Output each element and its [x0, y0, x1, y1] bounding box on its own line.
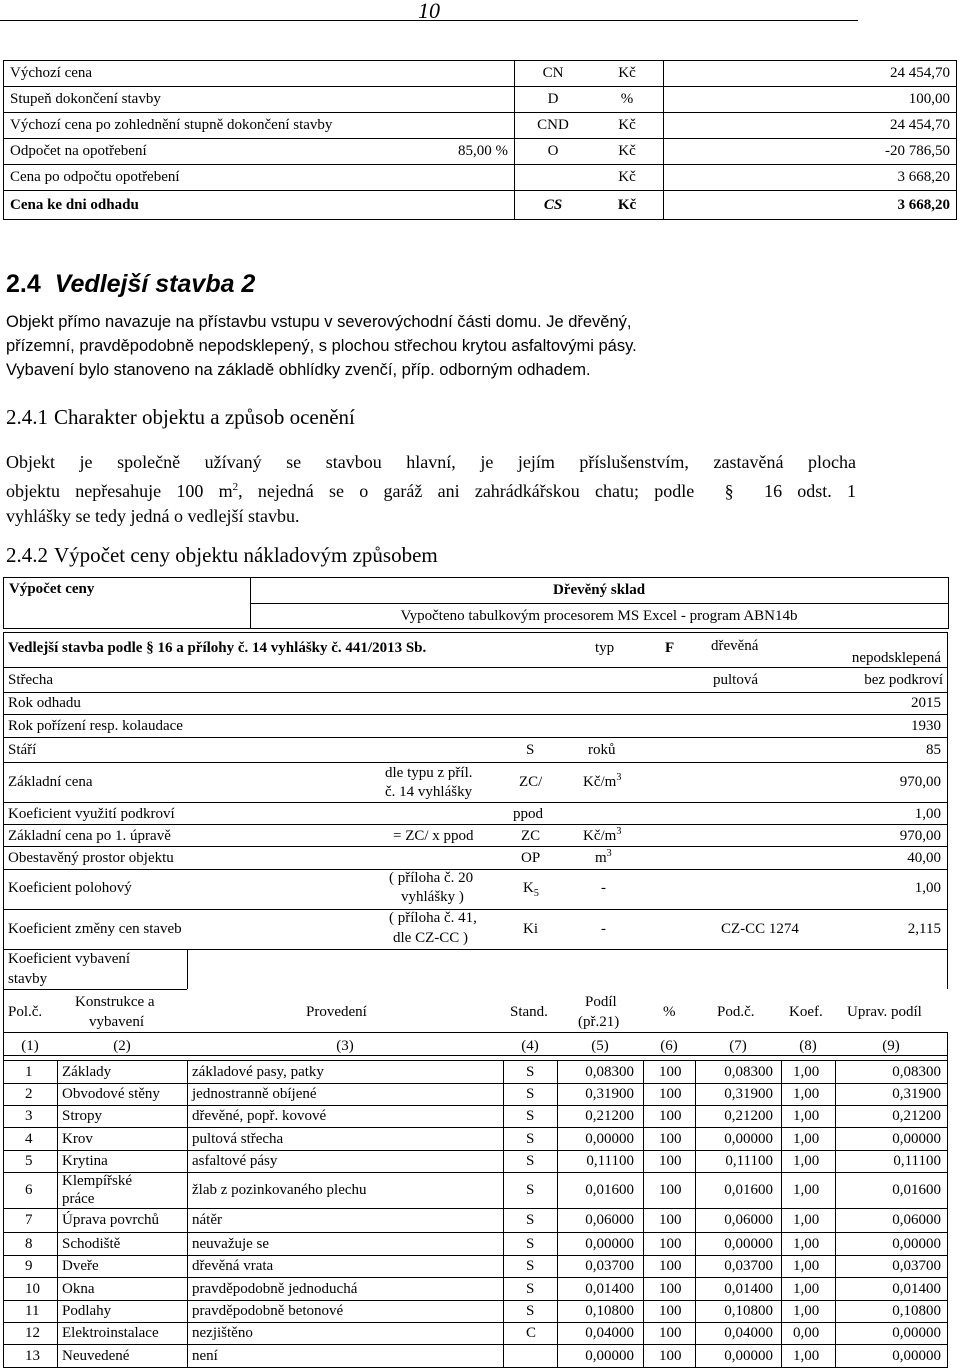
summary-code	[515, 165, 592, 191]
col-header-construction: Konstrukce a	[75, 994, 155, 1010]
equipment-coef-label: Koeficient vybavení	[8, 951, 131, 967]
paragraph-line: vyhlášky se tedy jedná o vedlejší stavbu.	[6, 506, 300, 526]
subsection-heading-calculation: 2.4.2 Výpočet ceny objektu nákladovým způsobem	[6, 543, 438, 567]
summary-label: Stupeň dokončení stavby	[4, 87, 363, 113]
summary-value: -20 786,50	[664, 139, 957, 165]
equipment-row-koef: 1,00	[793, 1303, 820, 1319]
column-number: (1)	[21, 1038, 39, 1054]
summary-unit: Kč	[591, 113, 664, 139]
equipment-row-s: S	[526, 1303, 535, 1319]
equipment-row-podil: 0,01400	[585, 1280, 634, 1297]
typ-code: F	[665, 640, 675, 656]
index-coef-label: Koeficient změny cen staveb	[8, 921, 182, 937]
equipment-row-podil: 0,10800	[585, 1303, 634, 1319]
base-price-value: 970,00	[899, 774, 941, 790]
equipment-row-n: 1	[25, 1063, 33, 1080]
position-coef-note: vyhlášky )	[401, 889, 464, 905]
equipment-row-podil: 0,08300	[585, 1063, 634, 1080]
column-number: (2)	[113, 1038, 131, 1054]
section-paragraph	[6, 310, 856, 382]
equipment-row-n: 7	[25, 1212, 33, 1228]
paragraph-line: Vybavení bylo stanoveno na základě obhlídky zvenčí, příp. odborným odhadem.	[6, 361, 591, 379]
equipment-row-pct: 100	[659, 1130, 682, 1147]
equipment-row-p: žlab z pozinkovaného plechu	[192, 1182, 367, 1198]
summary-row	[4, 113, 957, 139]
paragraph-line: Objekt přímo navazuje na přístavbu vstupu v severovýchodní části domu. Je dřevěný,	[6, 313, 632, 331]
equipment-row-podc: 0,10800	[724, 1303, 773, 1319]
summary-value: 3 668,20	[664, 191, 957, 220]
summary-row	[4, 165, 957, 191]
summary-row	[4, 87, 957, 113]
summary-unit: Kč	[591, 139, 664, 165]
equipment-row-podc: 0,03700	[724, 1258, 773, 1274]
header-rule	[0, 20, 858, 21]
equipment-row-n: 11	[25, 1303, 40, 1319]
attic-coef-label: Koeficient využití podkroví	[8, 806, 175, 822]
equipment-row-podil: 0,01600	[585, 1182, 634, 1198]
equipment-row-k: Úprava povrchů	[62, 1212, 160, 1228]
equipment-row-p: jednostranně obíjené	[192, 1086, 317, 1102]
equipment-row-pct: 100	[659, 1182, 682, 1198]
equipment-row-uprav: 0,00000	[892, 1347, 941, 1364]
equipment-row-podil: 0,11100	[586, 1153, 634, 1169]
equipment-row-uprav: 0,00000	[892, 1235, 941, 1252]
equipment-row-uprav: 0,00000	[892, 1325, 941, 1341]
adjusted-price-formula: = ZC/ x ppod	[393, 828, 474, 844]
equipment-row-podil: 0,00000	[585, 1130, 634, 1147]
equipment-row-k: Krov	[62, 1130, 93, 1147]
equipment-row-podil: 0,00000	[585, 1347, 634, 1364]
col-header-standard: Stand.	[510, 1004, 548, 1020]
equipment-row-k: Okna	[62, 1280, 95, 1297]
equipment-row-koef: 1,00	[793, 1212, 820, 1228]
roof-label: Střecha	[8, 672, 53, 688]
equipment-row-k2: práce	[62, 1191, 95, 1207]
col-header-execution: Provedení	[306, 1004, 367, 1020]
position-coef-label: Koeficient polohový	[8, 880, 132, 896]
roof-shape: pultová	[713, 672, 758, 688]
equipment-row-pct: 100	[659, 1086, 682, 1102]
equipment-row-koef: 0,00	[793, 1325, 820, 1341]
equipment-row-k: Základy	[62, 1063, 112, 1080]
equipment-row-koef: 1,00	[793, 1063, 820, 1080]
equipment-row-n: 5	[25, 1153, 33, 1169]
index-coef-cc: CZ-CC 1274	[721, 921, 799, 937]
equipment-row-k: Schodiště	[62, 1235, 121, 1252]
equipment-row-p: neuvažuje se	[192, 1235, 270, 1252]
equipment-row-s: S	[526, 1130, 535, 1147]
equipment-row-podc: 0,31900	[724, 1086, 773, 1102]
base-price-note: dle typu z příl.	[385, 765, 473, 781]
column-number: (8)	[799, 1038, 817, 1054]
equipment-row-n: 10	[25, 1280, 40, 1297]
summary-value: 24 454,70	[664, 113, 957, 139]
summary-code: CND	[515, 113, 592, 139]
equipment-row-k: Stropy	[62, 1108, 103, 1124]
summary-unit: Kč	[591, 165, 664, 191]
index-coef-unit: -	[601, 921, 606, 937]
summary-label: Výchozí cena	[4, 61, 363, 87]
section-heading: 2.4 Vedlejší stavba 2	[6, 270, 256, 298]
summary-unit: %	[591, 87, 664, 113]
column-number: (9)	[882, 1038, 900, 1054]
equipment-row-p: pravděpodobně jednoduchá	[192, 1280, 358, 1297]
col-header-coef: Koef.	[789, 1004, 823, 1020]
summary-code: O	[515, 139, 592, 165]
equipment-coef-label: stavby	[8, 971, 48, 987]
summary-pct	[362, 61, 515, 87]
paragraph-line: Objekt je společně užívaný se stavbou hlavní, je jejím příslušenstvím, zastavěná plocha	[6, 452, 856, 472]
summary-pct	[362, 87, 515, 113]
column-number: (3)	[336, 1038, 354, 1054]
equipment-row-n: 3	[25, 1108, 33, 1124]
equipment-row-koef: 1,00	[793, 1153, 820, 1169]
equipment-row-podil: 0,31900	[585, 1086, 634, 1102]
col-header-construction: vybavení	[89, 1014, 144, 1030]
equipment-row-k: Dveře	[62, 1258, 99, 1274]
equipment-row-uprav: 0,31900	[892, 1086, 941, 1102]
basement: nepodsklepená	[851, 650, 941, 666]
equipment-row-podc: 0,04000	[724, 1325, 773, 1341]
equipment-row-podil: 0,06000	[585, 1212, 634, 1228]
equipment-row-podil: 0,00000	[585, 1235, 634, 1252]
equipment-row-pct: 100	[659, 1235, 682, 1252]
equipment-row-koef: 1,00	[793, 1108, 820, 1124]
base-price-code: ZC/	[519, 774, 543, 790]
summary-value: 3 668,20	[664, 165, 957, 191]
age-unit: roků	[588, 742, 616, 758]
equipment-row-uprav: 0,01600	[892, 1182, 941, 1198]
equipment-row-uprav: 0,10800	[892, 1303, 941, 1319]
equipment-row-s: S	[526, 1153, 535, 1169]
year-value: 2015	[911, 695, 941, 711]
adjusted-price-code: ZC	[521, 828, 541, 844]
calculation-grid	[3, 632, 947, 1367]
equipment-row-uprav: 0,11100	[893, 1153, 941, 1169]
equipment-row-uprav: 0,06000	[892, 1212, 941, 1228]
equipment-row-pct: 100	[659, 1108, 682, 1124]
equipment-row-uprav: 0,00000	[892, 1130, 941, 1147]
equipment-row-pct: 100	[659, 1063, 682, 1080]
summary-row	[4, 191, 957, 220]
summary-unit: Kč	[591, 61, 664, 87]
base-price-label: Základní cena	[8, 774, 93, 790]
equipment-row-k: Podlahy	[62, 1303, 112, 1319]
calculation-header	[3, 577, 949, 629]
attic-coef-code: ppod	[513, 806, 543, 822]
summary-row	[4, 61, 957, 87]
volume-unit: $m^3$	[595, 848, 612, 866]
equipment-row-k: Neuvedené	[62, 1347, 130, 1364]
summary-code: CS	[515, 191, 592, 220]
equipment-row-p: základové pasy, patky	[192, 1063, 324, 1080]
equipment-row-s: S	[526, 1182, 535, 1198]
equipment-row-koef: 1,00	[793, 1086, 820, 1102]
col-header-pol: Pol.č.	[8, 1004, 43, 1020]
equipment-row-n: 12	[25, 1325, 40, 1341]
equipment-row-koef: 1,00	[793, 1258, 820, 1274]
price-summary-table	[3, 60, 957, 220]
col-header-percent: %	[663, 1004, 676, 1020]
material: dřevěná	[711, 638, 759, 654]
paragraph-sign: §	[724, 481, 734, 501]
equipment-row-n: 6	[25, 1182, 33, 1198]
equipment-row-s: S	[526, 1108, 535, 1124]
age-code: S	[526, 742, 535, 758]
equipment-row-n: 9	[25, 1258, 33, 1274]
equipment-row-podc: 0,06000	[724, 1212, 773, 1228]
summary-label: Cena po odpočtu opotřebení	[4, 165, 363, 191]
building-type-line: Vedlejší stavba podle § 16 a přílohy č. 14 vyhlášky č. 441/2013 Sb.	[8, 640, 427, 656]
summary-unit: Kč	[591, 191, 664, 220]
equipment-row-s: S	[526, 1086, 535, 1102]
equipment-row-koef: 1,00	[793, 1130, 820, 1147]
year-label: Rok odhadu	[8, 695, 81, 711]
summary-code: CN	[515, 61, 592, 87]
equipment-row-podc: 0,11100	[725, 1153, 773, 1169]
position-coef-unit: -	[601, 880, 606, 896]
equipment-row-pct: 100	[659, 1258, 682, 1274]
equipment-row-podc: 0,00000	[724, 1347, 773, 1364]
equipment-row-pct: 100	[659, 1212, 682, 1228]
equipment-row-s: S	[526, 1235, 535, 1252]
index-coef-note: ( příloha č. 41,	[389, 910, 477, 926]
equipment-row-s: S	[526, 1258, 535, 1274]
equipment-row-podc: 0,21200	[724, 1108, 773, 1124]
col-header-adjusted: Uprav. podíl	[847, 1004, 922, 1020]
position-coef-note: ( příloha č. 20	[389, 870, 474, 886]
position-coef-value: 1,00	[914, 880, 941, 896]
equipment-row-pct: 100	[659, 1303, 682, 1319]
equipment-row-p: nátěr	[192, 1212, 222, 1228]
built-value: 1930	[911, 718, 941, 734]
attic-coef-value: 1,00	[914, 806, 941, 822]
equipment-row-p: dřevěné, popř. kovové	[192, 1108, 327, 1124]
equipment-row-koef: 1,00	[793, 1280, 820, 1297]
equipment-row-k: Klempířské	[62, 1173, 132, 1189]
summary-label: Cena ke dni odhadu	[4, 191, 363, 220]
subsection-heading-character: 2.4.1 Charakter objektu a způsob ocenění	[6, 405, 355, 429]
equipment-row-s: S	[526, 1212, 535, 1228]
summary-label: Výchozí cena po zohlednění stupně dokončení stavby	[4, 113, 363, 139]
equipment-row-p: dřevěná vrata	[192, 1258, 274, 1274]
index-coef-note: dle CZ-CC )	[393, 930, 468, 946]
summary-pct	[362, 191, 515, 220]
column-number: (6)	[660, 1038, 678, 1054]
built-label: Rok pořízení resp. kolaudace	[8, 718, 183, 734]
summary-code: D	[515, 87, 592, 113]
volume-label: Obestavěný prostor objektu	[8, 850, 174, 866]
col-header-share: (př.21)	[578, 1014, 620, 1030]
adjusted-price-label: Základní cena po 1. úpravě	[8, 828, 171, 844]
object-name: Dřevěný sklad	[552, 582, 646, 598]
index-coef-value: 2,115	[907, 921, 941, 937]
equipment-row-pct: 100	[659, 1347, 682, 1364]
equipment-row-podil: 0,04000	[585, 1325, 634, 1341]
age-label: Stáří	[8, 742, 37, 758]
equipment-row-s: C	[526, 1325, 537, 1341]
index-coef-code: Ki	[523, 921, 538, 937]
equipment-row-uprav: 0,21200	[892, 1108, 941, 1124]
equipment-row-podc: 0,01400	[724, 1280, 773, 1297]
typ-label: typ	[595, 640, 615, 656]
equipment-row-pct: 100	[659, 1153, 682, 1169]
summary-value: 100,00	[664, 87, 957, 113]
equipment-row-p: asfaltové pásy	[192, 1153, 278, 1169]
adjusted-price-value: 970,00	[899, 828, 941, 844]
summary-label: Odpočet na opotřebení	[4, 139, 363, 165]
equipment-row-p: pultová střecha	[192, 1130, 284, 1147]
adjusted-price-unit: $Kč/m^3$	[583, 826, 622, 844]
equipment-row-k: Obvodové stěny	[62, 1086, 160, 1102]
equipment-row-podil: 0,03700	[585, 1258, 634, 1274]
equipment-row-uprav: 0,01400	[892, 1280, 941, 1297]
equipment-row-podil: 0,21200	[585, 1108, 634, 1124]
col-header-partial: Pod.č.	[717, 1004, 755, 1020]
column-number: (4)	[521, 1038, 539, 1054]
character-paragraph	[6, 450, 856, 529]
col-header-share: Podíl	[585, 994, 617, 1010]
equipment-row-n: 8	[25, 1235, 33, 1252]
equipment-row-p: není	[192, 1347, 218, 1364]
column-number: (7)	[729, 1038, 747, 1054]
equipment-row-koef: 1,00	[793, 1235, 820, 1252]
summary-pct	[362, 165, 515, 191]
equipment-row-k: Krytina	[62, 1153, 108, 1169]
paragraph-line: přízemní, pravděpodobně nepodsklepený, s plochou střechou krytou asfaltovými pásy.	[6, 337, 637, 355]
equipment-row-pct: 100	[659, 1325, 682, 1341]
equipment-row-uprav: 0,03700	[892, 1258, 941, 1274]
equipment-row-podc: 0,08300	[724, 1063, 773, 1080]
calculation-label-cell: Výpočet ceny	[4, 578, 251, 628]
equipment-row-s: S	[526, 1063, 535, 1080]
position-coef-code: $K_5$	[523, 880, 539, 899]
paragraph-line: objektu nepřesahuje 100 $m^2$, nejedná se o garáž ani zahrádkářskou chatu; podle § 16 odst. 1	[6, 481, 857, 501]
age-value: 85	[926, 742, 941, 758]
volume-code: OP	[521, 850, 541, 866]
summary-value: 24 454,70	[664, 61, 957, 87]
equipment-row-uprav: 0,08300	[892, 1063, 941, 1080]
page-number: 10	[418, 0, 440, 23]
equipment-row-podc: 0,01600	[724, 1182, 773, 1198]
roof-attic: bez podkroví	[864, 672, 943, 688]
summary-pct	[362, 113, 515, 139]
volume-value: 40,00	[907, 850, 941, 866]
summary-row	[4, 139, 957, 165]
base-price-note: č. 14 vyhlášky	[385, 784, 473, 800]
column-number: (5)	[591, 1038, 609, 1054]
software-note: Vypočteno tabulkovým procesorem MS Excel - program ABN14b	[250, 603, 948, 628]
equipment-row-n: 13	[25, 1347, 40, 1364]
equipment-row-pct: 100	[659, 1280, 682, 1297]
equipment-row-k: Elektroinstalace	[62, 1325, 159, 1341]
equipment-row-koef: 1,00	[793, 1182, 820, 1198]
equipment-row-podc: 0,00000	[724, 1235, 773, 1252]
equipment-row-p: nezjištěno	[192, 1325, 253, 1341]
equipment-row-n: 4	[25, 1130, 33, 1147]
equipment-row-koef: 1,00	[793, 1347, 820, 1364]
equipment-row-podc: 0,00000	[724, 1130, 773, 1147]
equipment-row-s: S	[526, 1280, 535, 1297]
equipment-row-n: 2	[25, 1086, 33, 1102]
base-price-unit: $Kč/m^3$	[583, 772, 622, 790]
equipment-row-p: pravděpodobně betonové	[192, 1303, 344, 1319]
summary-pct: 85,00 %	[362, 139, 515, 165]
